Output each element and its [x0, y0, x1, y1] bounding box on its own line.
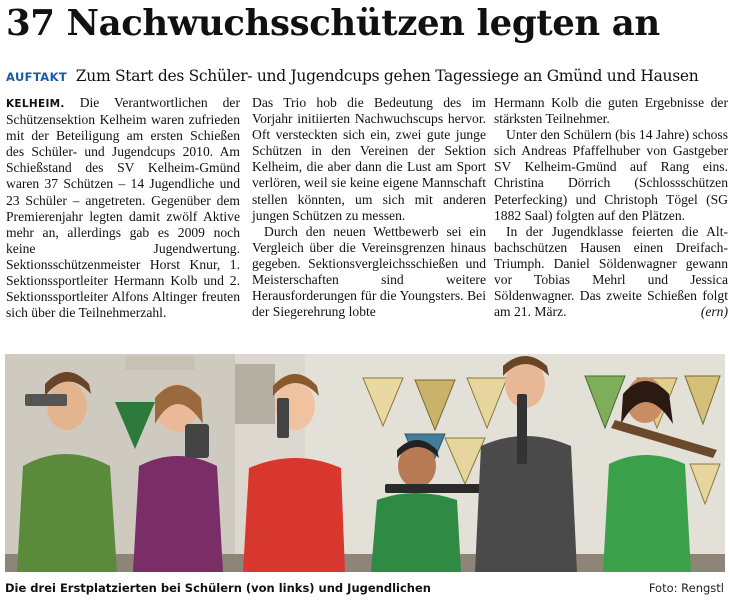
paragraph-text: Die Verantwortlichen der Schützensektion Kelheim waren zufrieden mit der Beteiligung am ersten Schießen des Schüler- und Jugendcups 2010. Am Schießstand des SV Kelheim-Gmünd waren 37 Schützen – 14 Jugendliche und 23 Schüler – angetreten. Gegenüber dem Premierenjahr legten damit zwölf Aktive mehr an, allerdings gab es 2009 noch keine Jugendwertung. Sektionsschützenmeister Horst Knur, 1. Sektionssportleiter Hermann Kolb und 2. Sektionssportleiter Alfons Altinger freuten sich über die Teilnehmerzahl. — [6, 95, 240, 321]
photo-caption: Die drei Erstplatzierten bei Schülern (von links) und Jugendlichen — [5, 581, 431, 595]
photo-illustration — [5, 354, 725, 572]
paragraph: Durch den neuen Wettbewerb sei ein Vergleich über die Vereinsgrenzen hinaus gegeben. Sektionsvergleichsschießen und Meisterschaften sind weitere Herausforderungen für die Youngsters. Bei der Siegerehrung lobte — [252, 223, 486, 320]
subheadline — [6, 65, 728, 88]
article-photo — [5, 354, 725, 572]
author-initials: (ern) — [700, 304, 728, 320]
paragraph: Das Trio hob die Bedeutung des im Vorjahr initiierten Nachwuchscups hervor. Oft versteckten sich ein, zwei gute junge Schützen in den Vereinen der Sektion Kelheim, die aber dann die Lust am Sport verlören, weil sie keine eigene Mannschaft stellen könnten, um sich mit anderen jungen Schützen zu messen. — [252, 95, 486, 223]
paragraph-text: In der Jugendklasse feierten die Altbachschützen Hausen einen DreifachTriumph. Daniel Söldenwagner gewann vor Tobias Mehrl und Jessica Söldenwagner. Das zweite Schießen folgt am 21. März. — [494, 223, 728, 320]
paragraph: Unter den Schülern (bis 14 Jahre) schoss sich Andreas Pfaffelhuber von Gastgeber SV Kelheim-Gmünd auf Rang eins. Christina Dörrich (Schlossschützen Peterfecking) und Christoph Tögel (SG 1882 Saal) folgten auf den Plätzen. — [494, 127, 728, 223]
dateline: KELHEIM. — [6, 98, 65, 110]
subheadline-text: Zum Start des Schüler- und Jugendcups gehen Tagessiege an Gmünd und Hausen — [75, 67, 699, 85]
article-column-1 — [6, 95, 240, 321]
paragraph — [494, 224, 728, 321]
article-column-3 — [494, 95, 728, 320]
paragraph: Hermann Kolb die guten Ergebnisse der stärksten Teilnehmer. — [494, 95, 728, 127]
article-column-2 — [252, 95, 486, 320]
paragraph — [6, 95, 240, 321]
photo-credit: Foto: Rengstl — [648, 581, 724, 595]
kicker-label: AUFTAKT — [6, 70, 68, 84]
headline: 37 Nachwuchsschützen legten an — [6, 3, 660, 44]
